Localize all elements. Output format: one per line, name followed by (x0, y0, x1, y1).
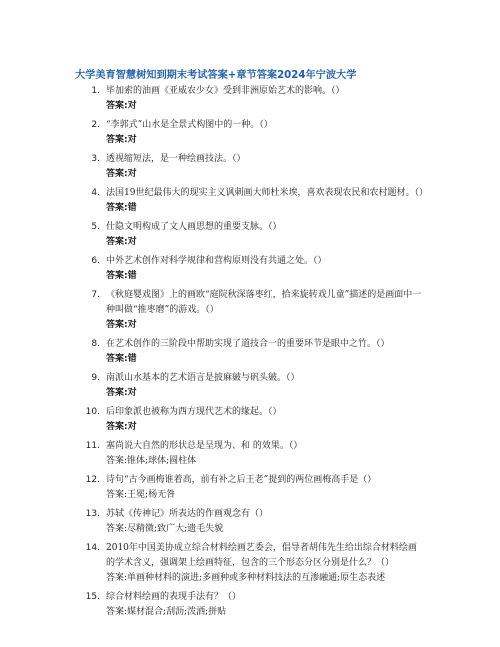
question-text: 毕加索的油画《亚威农少女》受到非洲原始艺术的影响。（） (106, 86, 345, 96)
question-number: 11. (85, 441, 100, 451)
question-item (75, 152, 425, 182)
question-number: 5. (91, 222, 100, 232)
question-item (75, 473, 425, 503)
question-text: 《秋庭婴戏图》上的画欧“庭院秋深落枣红，拾来旋转戏儿童”描述的是画面中一种叫做“推枣磨”的游戏。（） (106, 290, 422, 315)
question-number: 10. (85, 407, 100, 417)
question-item (75, 405, 425, 435)
question-number: 3. (91, 154, 100, 164)
question-item (75, 507, 425, 537)
question-text: 诗句“古今画梅谁着高，前有补之后王老”提到的两位画梅高手是（） (106, 475, 377, 485)
question-text: 2010年中国美协成立综合材料绘画艺委会，倡导者胡伟先生给出综合材料绘画的学术含义，强调架上绘画特征，包含的三个形态分区分别是什么？（） (106, 543, 417, 568)
answer-text: 答案:对 (106, 135, 137, 145)
answer-text: 答案:尽精微;致广大;遗毛失貌 (106, 524, 224, 534)
answer-text: 答案:对 (106, 320, 137, 330)
question-number: 8. (91, 339, 100, 349)
answer-text: 答案:王冕;杨无咎 (106, 490, 176, 500)
question-item (75, 541, 425, 586)
question-number: 12. (85, 475, 100, 485)
question-number: 1. (91, 86, 100, 96)
question-item (75, 254, 425, 284)
answer-text: 答案:错 (106, 203, 137, 213)
document-title: 大学美育智慧树知到期末考试答案+章节答案2024年宁波大学 (75, 70, 357, 81)
question-number: 14. (85, 543, 100, 553)
question-text: 苏轼《传神记》所表达的作画观念有（） (106, 509, 269, 519)
question-number: 4. (91, 188, 100, 198)
answer-text: 答案:错 (106, 354, 137, 364)
answer-text: 答案:锥体;球体;圆柱体 (106, 456, 197, 466)
answer-text: 答案:对 (106, 388, 137, 398)
question-item (75, 84, 425, 114)
answer-text: 答案:媒材混合;刮沥;泼洒;拼贴 (106, 607, 227, 617)
question-number: 13. (85, 509, 100, 519)
question-text: 南派山水基本的艺术语言是披麻皴与矾头皴。（） (106, 373, 300, 383)
question-item (75, 371, 425, 401)
question-item (75, 288, 425, 333)
question-number: 2. (91, 120, 100, 130)
answer-text: 答案:对 (106, 169, 137, 179)
question-text: 仕隐文明构成了文人画思想的重要支脉。（） (106, 222, 282, 232)
question-number: 9. (91, 373, 100, 383)
question-number: 7. (91, 290, 100, 300)
question-item (75, 337, 425, 367)
question-text: 中外艺术创作对科学规律和营构原则没有共通之处。（） (106, 256, 327, 266)
question-text: 综合材料绘画的表现手法有？（） (106, 592, 242, 602)
question-item (75, 439, 425, 469)
question-list (75, 84, 428, 624)
answer-text: 答案:对 (106, 237, 137, 247)
question-item (75, 186, 428, 216)
question-text: 塞尚说大自然的形状总是呈现为、和 的效果。（） (106, 441, 303, 451)
question-item (75, 118, 425, 148)
question-number: 6. (91, 256, 100, 266)
answer-text: 答案:单画种材料的演进;多画种或多种材料技法的互渗融通;原生态表述 (106, 573, 386, 583)
question-number: 15. (85, 592, 100, 602)
question-item (75, 590, 425, 620)
answer-text: 答案:错 (106, 271, 137, 281)
question-text: 法国19世纪最伟大的现实主义讽刺画大师杜米埃，喜欢表现农民和农村题材。（） (106, 188, 428, 198)
question-text: 透视缩短法，是一种绘画技法。（） (106, 154, 246, 164)
question-text: 在艺术创作的三阶段中帮助实现了道技合一的重要环节是眼中之竹。（） (106, 339, 390, 349)
answer-text: 答案:对 (106, 101, 137, 111)
question-text: “李郭式”山水是全景式构图中的一种。（） (106, 120, 273, 130)
question-text: 后印象派也被称为西方现代艺术的缘起。（） (106, 407, 282, 417)
question-item (75, 220, 425, 250)
answer-text: 答案:对 (106, 422, 137, 432)
